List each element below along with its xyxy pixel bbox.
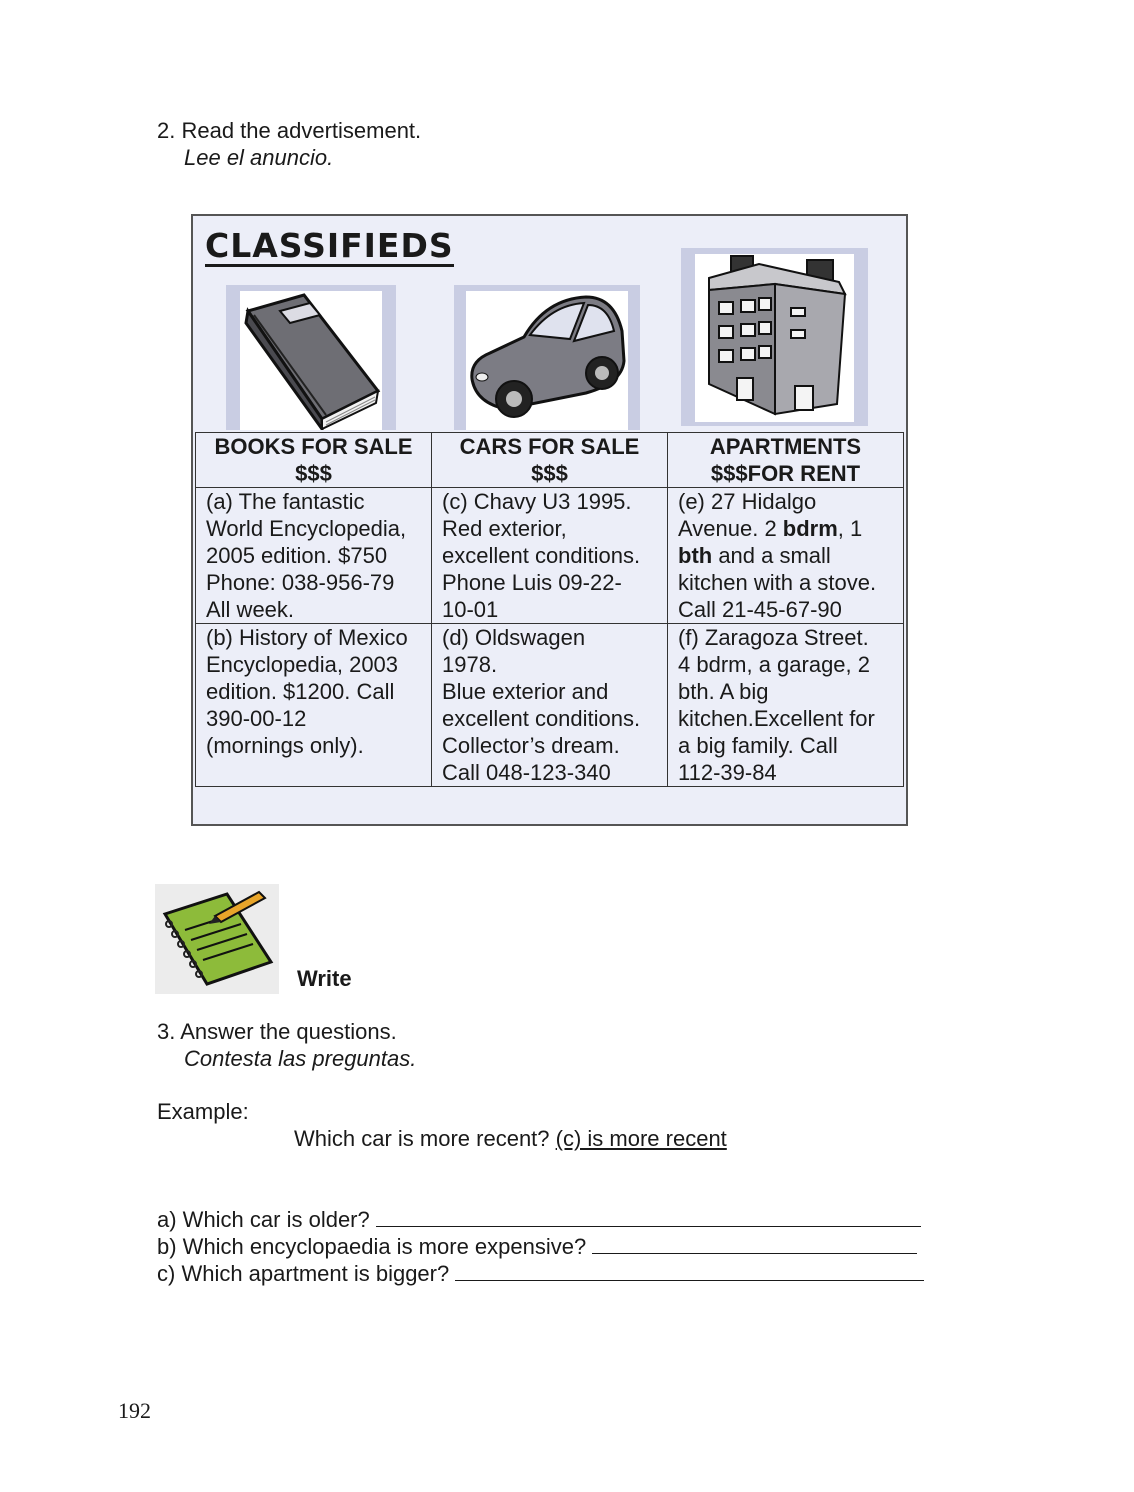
question-a-text: a) Which car is older? bbox=[157, 1207, 376, 1232]
books-header bbox=[196, 433, 432, 488]
section3-instruction-es: Contesta las preguntas. bbox=[184, 1046, 417, 1071]
apartment-building-icon bbox=[695, 254, 854, 422]
ad-d-line: Blue exterior and bbox=[442, 679, 609, 704]
ad-e-line bbox=[678, 542, 899, 569]
ad-c-line: Red exterior, bbox=[442, 516, 567, 541]
write-icon-frame bbox=[155, 884, 279, 994]
ad-b-line: edition. $1200. Call bbox=[206, 679, 395, 704]
ad-e-text: , 1 bbox=[837, 516, 863, 541]
ad-d-line: excellent conditions. bbox=[442, 706, 641, 731]
ad-c-line: excellent conditions. bbox=[442, 543, 641, 568]
example-answer: (c) is more recent bbox=[555, 1126, 727, 1151]
cars-header-line1: CARS FOR SALE bbox=[459, 434, 640, 459]
cars-header bbox=[432, 433, 668, 488]
apartment-picture bbox=[681, 248, 868, 426]
ad-c-line: (c) Chavy U3 1995. bbox=[442, 489, 632, 514]
ad-b-line: (mornings only). bbox=[206, 733, 364, 758]
ad-d-line: Collector’s dream. bbox=[442, 733, 620, 758]
ad-d bbox=[432, 624, 668, 787]
ad-f bbox=[668, 624, 904, 787]
ad-a bbox=[196, 488, 432, 624]
notepad-pencil-icon bbox=[155, 884, 279, 994]
answer-c-field[interactable] bbox=[455, 1260, 924, 1281]
section3-instruction: 3. Answer the questions. bbox=[157, 1019, 397, 1044]
car-icon bbox=[466, 291, 628, 430]
book-icon bbox=[240, 291, 382, 430]
question-b bbox=[157, 1233, 947, 1260]
page-number: 192 bbox=[118, 1398, 151, 1423]
ad-e-text: Avenue. 2 bbox=[678, 516, 783, 541]
ad-b-line: (b) History of Mexico bbox=[206, 625, 408, 650]
table-row bbox=[196, 624, 904, 787]
classifieds-table bbox=[195, 432, 904, 787]
ad-a-line: All week. bbox=[206, 597, 295, 622]
ad-f-line: 4 bdrm, a garage, 2 bbox=[678, 652, 871, 677]
question-c bbox=[157, 1260, 947, 1287]
apartments-header bbox=[668, 433, 904, 488]
example-line bbox=[294, 1125, 727, 1152]
ad-b-line: 390-00-12 bbox=[206, 706, 307, 731]
book-picture bbox=[226, 285, 396, 430]
ad-e-line: (e) 27 Hidalgo bbox=[678, 489, 817, 514]
ad-a-line: 2005 edition. $750 bbox=[206, 543, 388, 568]
books-header-line1: BOOKS FOR SALE bbox=[214, 434, 413, 459]
ad-a-line: World Encyclopedia, bbox=[206, 516, 407, 541]
ad-a-line: Phone: 038-956-79 bbox=[206, 570, 395, 595]
ad-f-line: bth. A big bbox=[678, 679, 769, 704]
ad-e-line bbox=[678, 515, 899, 542]
ad-e bbox=[668, 488, 904, 624]
section2-instruction: 2. Read the advertisement. bbox=[157, 118, 422, 143]
ad-f-line: (f) Zaragoza Street. bbox=[678, 625, 869, 650]
question-a bbox=[157, 1206, 947, 1233]
ad-d-line: (d) Oldswagen bbox=[442, 625, 586, 650]
question-c-text: c) Which apartment is bigger? bbox=[157, 1261, 456, 1286]
table-row bbox=[196, 488, 904, 624]
write-label: Write bbox=[297, 966, 352, 991]
ad-f-line: a big family. Call bbox=[678, 733, 838, 758]
ad-e-line: kitchen with a stove. bbox=[678, 570, 877, 595]
ad-b bbox=[196, 624, 432, 787]
ad-b-line: Encyclopedia, 2003 bbox=[206, 652, 399, 677]
apartments-header-line1: APARTMENTS bbox=[709, 434, 862, 459]
example-question: Which car is more recent? bbox=[294, 1126, 556, 1151]
ad-d-line: 1978. bbox=[442, 652, 498, 677]
ad-e-bold: bdrm bbox=[782, 516, 838, 541]
ad-f-line: kitchen.Excellent for bbox=[678, 706, 875, 731]
answer-b-field[interactable] bbox=[592, 1233, 917, 1254]
ad-e-text: and a small bbox=[712, 543, 831, 568]
cars-header-line2: $$$ bbox=[531, 461, 568, 486]
ad-c-line: Phone Luis 09-22- bbox=[442, 570, 622, 595]
ad-c-line: 10-01 bbox=[442, 597, 499, 622]
ad-c bbox=[432, 488, 668, 624]
books-header-line2: $$$ bbox=[295, 461, 332, 486]
ad-e-line: Call 21-45-67-90 bbox=[678, 597, 842, 622]
table-header-row bbox=[196, 433, 904, 488]
ad-d-line: Call 048-123-340 bbox=[442, 760, 611, 785]
ad-a-line: (a) The fantastic bbox=[206, 489, 365, 514]
example-label: Example: bbox=[157, 1099, 249, 1124]
answer-a-field[interactable] bbox=[376, 1206, 921, 1227]
car-picture bbox=[454, 285, 640, 430]
question-b-text: b) Which encyclopaedia is more expensive? bbox=[157, 1234, 593, 1259]
ad-f-line: 112-39-84 bbox=[678, 760, 777, 785]
apartments-header-line2: $$$FOR RENT bbox=[710, 461, 861, 486]
section2-instruction-es: Lee el anuncio. bbox=[184, 145, 334, 170]
classifieds-title: CLASSIFIEDS bbox=[205, 226, 454, 265]
ad-e-bold: bth bbox=[678, 543, 713, 568]
